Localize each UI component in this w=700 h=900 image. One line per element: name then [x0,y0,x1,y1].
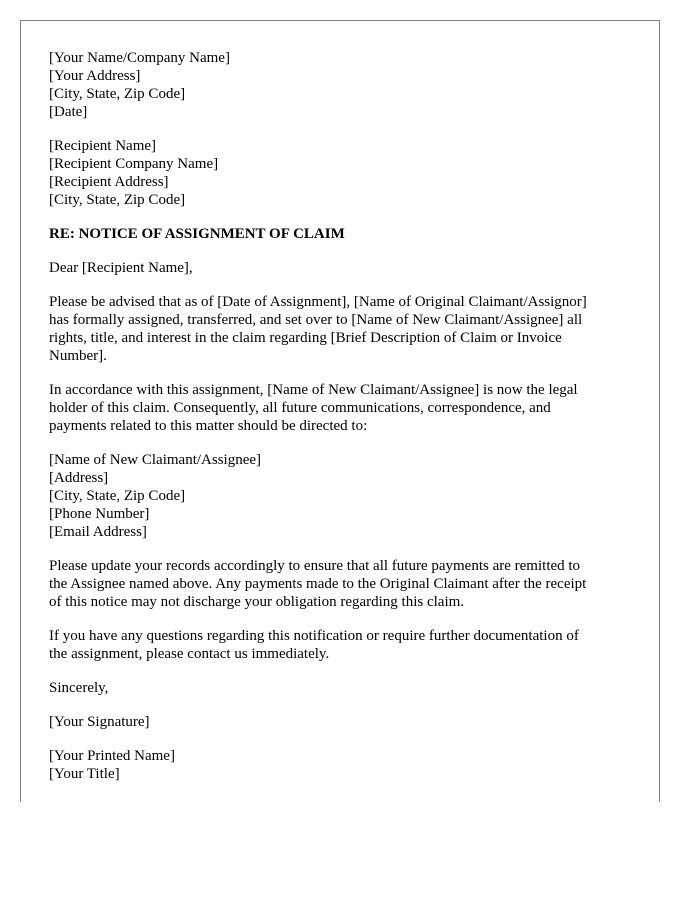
sender-address-block [49,49,639,121]
paragraph-line: In accordance with this assignment, [Name of New Claimant/Assignee] is now the legal [49,382,578,398]
paragraph-line: has formally assigned, transferred, and set over to [Name of New Claimant/Assignee] all [49,312,583,328]
body-paragraph-4 [49,627,639,663]
paragraph-line: payments related to this matter should be directed to: [49,418,368,434]
paragraph-line: Number]. [49,348,107,364]
paragraph-line: Please be advised that as of [Date of Assignment], [Name of Original Claimant/Assignor] [49,294,587,310]
signoff-block [49,747,639,783]
paragraph-line: Please update your records accordingly to ensure that all future payments are remitted to [49,558,581,574]
recipient-name: [Recipient Name] [49,138,157,154]
paragraph-line: the assignment, please contact us immediately. [49,646,330,662]
letter-content [49,49,639,799]
letter-date: [Date] [49,104,88,120]
signature-placeholder: [Your Signature] [49,714,150,730]
body-paragraph-1 [49,293,639,365]
signer-title: [Your Title] [49,766,120,782]
assignee-name: [Name of New Claimant/Assignee] [49,452,262,468]
assignee-address: [Address] [49,470,109,486]
sender-address: [Your Address] [49,68,141,84]
paragraph-line: the Assignee named above. Any payments made to the Original Claimant after the receipt [49,576,587,592]
paragraph-line: rights, title, and interest in the claim regarding [Brief Description of Claim or Invoice [49,330,562,346]
recipient-city-state-zip: [City, State, Zip Code] [49,192,186,208]
recipient-company: [Recipient Company Name] [49,156,219,172]
sender-name: [Your Name/Company Name] [49,50,230,66]
recipient-address: [Recipient Address] [49,174,169,190]
closing: Sincerely, [49,680,109,696]
paragraph-line: If you have any questions regarding this notification or require further documentation of [49,628,579,644]
letter-page [20,20,660,802]
assignee-phone: [Phone Number] [49,506,150,522]
printed-name: [Your Printed Name] [49,748,175,764]
assignee-city-state-zip: [City, State, Zip Code] [49,488,186,504]
assignee-email: [Email Address] [49,524,147,540]
paragraph-line: holder of this claim. Consequently, all future communications, correspondence, and [49,400,551,416]
paragraph-line: of this notice may not discharge your obligation regarding this claim. [49,594,465,610]
subject-line: RE: NOTICE OF ASSIGNMENT OF CLAIM [49,226,345,242]
salutation: Dear [Recipient Name], [49,260,193,276]
sender-city-state-zip: [City, State, Zip Code] [49,86,186,102]
body-paragraph-3 [49,557,639,611]
assignee-contact-block [49,451,639,541]
recipient-address-block [49,137,639,209]
body-paragraph-2 [49,381,639,435]
